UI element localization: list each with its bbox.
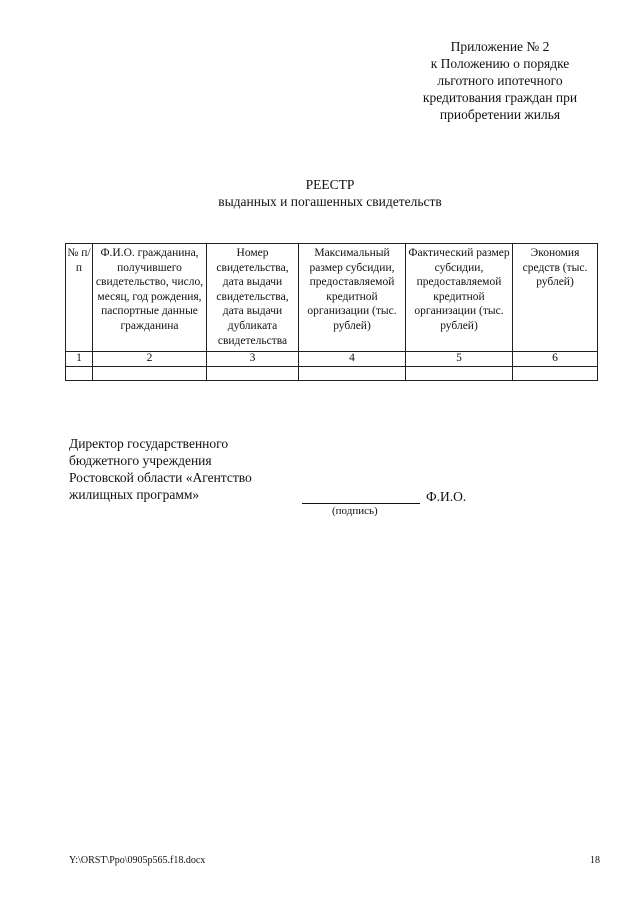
table-cell [66,367,93,381]
registry-subtitle: выданных и погашенных свидетельств [218,194,442,209]
appendix-line: кредитования граждан при [422,90,578,105]
column-number: 3 [207,352,299,367]
appendix-line: Приложение № 2 [450,39,550,54]
page-number: 18 [590,855,600,866]
header-citizen: Ф.И.О. гражданина, получившего свидетельство, число, месяц, год рождения, паспортные данные гражданина [93,244,207,352]
registry-title: РЕЕСТР [305,177,355,192]
column-number: 2 [93,352,207,367]
table-cell [299,367,406,381]
header-max-subsidy: Максимальный размер субсидии, предоставляемой кредитной организации (тыс. рублей) [299,244,406,352]
appendix-line: к Положению о порядке [430,56,570,71]
table-cell [406,367,513,381]
registry-table [65,243,598,381]
column-number: 1 [66,352,93,367]
signature-caption: (подпись) [332,505,378,517]
header-savings: Экономия средств (тыс. рублей) [513,244,598,352]
table-cell [207,367,299,381]
column-number: 4 [299,352,406,367]
signatory-block [69,435,252,503]
header-certificate: Номер свидетельства, дата выдачи свидетельства, дата выдачи дубликата свидетельства [207,244,299,352]
signatory-line: бюджетного учреждения [69,453,212,468]
table-cell [93,367,207,381]
header-number: № п/п [66,244,93,352]
signatory-line: Директор государственного [69,436,229,451]
header-actual-subsidy: Фактический размер субсидии, предоставляемой кредитной организации (тыс. рублей) [406,244,513,352]
footer-file-path: Y:\ORST\Ppo\0905p565.f18.docx [69,855,206,866]
appendix-header [400,38,600,123]
signatory-fio: Ф.И.О. [426,489,467,504]
column-number-row [66,352,598,367]
appendix-line: льготного ипотечного [437,73,563,88]
table-row [66,367,598,381]
signatory-line: Ростовской области «Агентство [69,470,252,485]
appendix-line: приобретении жилья [439,107,561,122]
signatory-line: жилищных программ» [69,487,200,502]
signature-line [302,503,420,504]
table-header-row [66,244,598,352]
column-number: 6 [513,352,598,367]
table-cell [513,367,598,381]
column-number: 5 [406,352,513,367]
